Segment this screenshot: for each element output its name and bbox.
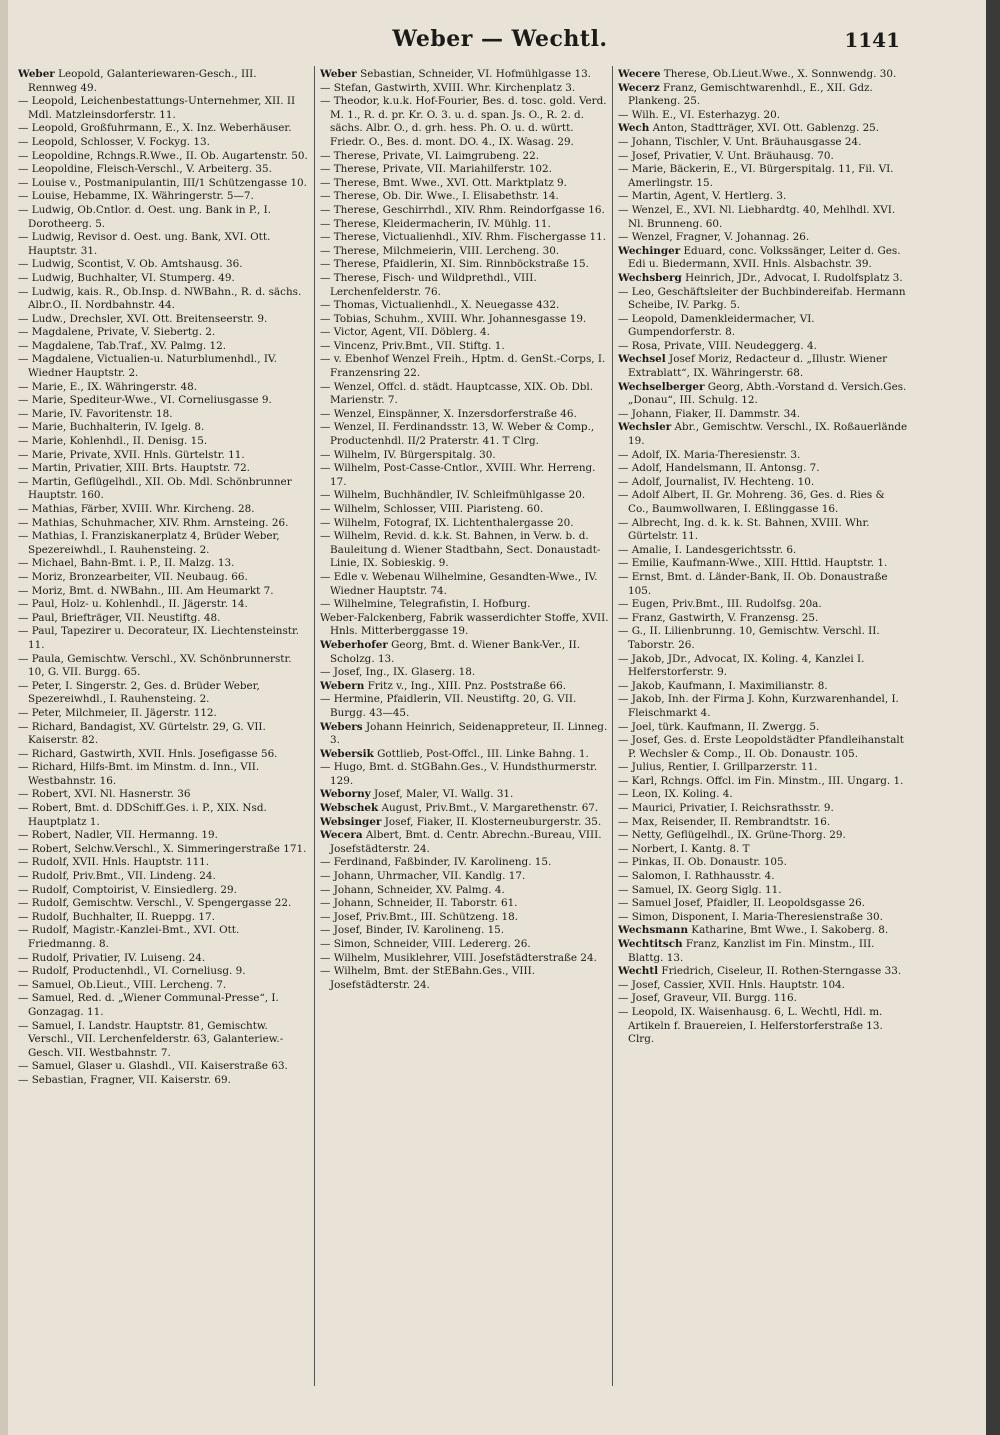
directory-entry: — Wenzel, E., XVI. Nl. Liebhardtg. 40, Mehlhdl. XVI. Nl. Brunneng. 60. — [618, 203, 896, 230]
directory-entry: — Samuel, I. Landstr. Hauptstr. 81, Gemischtw. Verschl., VII. Lerchenfelderstr. 63, Galanteriew.-Gesch. VII. Westbahnstr. 7. — [18, 1019, 284, 1059]
directory-entry: — Leon, IX. Koling. 4. — [618, 788, 733, 801]
directory-entry: — Josef, Binder, IV. Karolineng. 15. — [320, 924, 505, 937]
directory-entry: — Rudolf, Comptoirist, V. Einsiedlerg. 29. — [18, 883, 237, 896]
directory-entry: — Theodor, k.u.k. Hof-Fourier, Bes. d. tosc. gold. Verd. M. 1., R. d. pr. Kr. O. 3. u. d. span. Js. O., R. 2. d. sächs. Albr. O., d. grh. hess. Ph. O. u. d. württ. Friedr. O., Bes. d. mont. DO. 4., IX. Wasag. 29. — [320, 95, 607, 148]
directory-entry: — Hermine, Pfaidlerin, VII. Neustiftg. 20, G. VII. Burgg. 43—45. — [320, 693, 577, 719]
directory-entry: — Paul, Holz- u. Kohlenhdl., II. Jägerstr. 14. — [18, 598, 248, 611]
directory-entry: — Adolf, Handelsmann, II. Antonsg. 7. — [618, 462, 820, 475]
column-3 — [618, 68, 908, 1408]
directory-entry: — Ludwig, Buchhalter, VI. Stumperg. 49. — [18, 271, 235, 284]
directory-entry: — G., II. Lilienbrunng. 10, Gemischtw. Verschl. II. Taborstr. 26. — [618, 625, 880, 651]
page-edge-right — [986, 0, 1000, 1435]
directory-entry: — Ludwig, kais. R., Ob.Insp. d. NWBahn., R. d. sächs. Albr.O., II. Nordbahnstr. 44. — [18, 285, 302, 312]
directory-entry: — Leopold, Großfuhrmann, E., X. Inz. Weberhäuser. — [18, 122, 292, 135]
directory-entry: — Louise, Hebamme, IX. Währingerstr. 5—7. — [18, 190, 254, 203]
directory-entry: — Josef, Ges. d. Erste Leopoldstädter Pfandleihanstalt P. Wechsler & Comp., II. Ob. Donaustr. 105. — [618, 734, 904, 760]
directory-entry: — Netty, Geflügelhdl., IX. Grüne-Thorg. 29. — [618, 829, 846, 842]
directory-entry: — Wenzel, Einspänner, X. Inzersdorferstraße 46. — [320, 407, 577, 420]
directory-entry: — Robert, Selchw.Verschl., X. Simmeringerstraße 171. — [18, 842, 307, 855]
directory-entry: — Albrecht, Ing. d. k. k. St. Bahnen, XVIII. Whr. Gürtelstr. 11. — [618, 516, 870, 543]
directory-entry: — Therese, Fisch- und Wildprethdl., VIII. Lerchenfelderstr. 76. — [320, 271, 537, 298]
directory-entry: Wechsler Abr., Gemischtw. Verschl., IX. Roßauerlände 19. — [618, 421, 908, 448]
directory-entry: — Adolf, IX. Maria-Theresienstr. 3. — [618, 448, 801, 461]
directory-entry: — Therese, Ob. Dir. Wwe., I. Elisabethstr. 14. — [320, 190, 559, 203]
directory-entry: — Emilie, Kaufmann-Wwe., XIII. Httld. Hauptstr. 1. — [618, 557, 888, 570]
directory-entry: — Johann, Uhrmacher, VII. Kandlg. 17. — [320, 870, 526, 883]
directory-entry: Weber Leopold, Galanteriewaren-Gesch., III. Rennweg 49. — [18, 68, 257, 94]
directory-entry: Wecere Therese, Ob.Lieut.Wwe., X. Sonnwendg. 30. — [618, 68, 897, 80]
column-divider — [314, 66, 315, 1386]
directory-entry: — Leopold, IX. Waisenhausg. 6, L. Wechtl, Hdl. m. Artikeln f. Brauereien, I. Helferstorferstraße 13. Clrg. — [618, 1005, 883, 1046]
directory-entry: Wechtl Friedrich, Ciseleur, II. Rothen-Sterngasse 33. — [618, 965, 902, 978]
directory-entry: — Paul, Briefträger, VII. Neustiftg. 48. — [18, 611, 221, 624]
directory-entry: — Ernst, Bmt. d. Länder-Bank, II. Ob. Donaustraße 105. — [618, 570, 888, 597]
page-edge-left — [0, 0, 8, 1435]
directory-entry: — Moriz, Bronzearbeiter, VII. Neubaug. 66. — [18, 570, 248, 583]
directory-entry: — Therese, Geschirrhdl., XIV. Rhm. Reindorfgasse 16. — [320, 203, 605, 216]
directory-entry: — Maurici, Privatier, I. Reichsrathsstr. 9. — [618, 802, 834, 815]
directory-entry: — Rudolf, Buchhalter, II. Rueppg. 17. — [18, 910, 215, 923]
directory-entry: — Wilhelm, Musiklehrer, VIII. Josefstädterstraße 24. — [320, 951, 597, 964]
directory-entry: — Josef, Privatier, V. Unt. Bräuhausg. 70. — [618, 149, 834, 162]
directory-entry: — Robert, Nadler, VII. Hermanng. 19. — [18, 829, 218, 842]
directory-entry: — Wilhelm, IV. Bürgerspitalg. 30. — [320, 448, 496, 461]
directory-entry: — Robert, Bmt. d. DDSchiff.Ges. i. P., XIX. Nsd. Hauptplatz 1. — [18, 802, 267, 828]
directory-entry: — Therese, Victualienhdl., XIV. Rhm. Fischergasse 11. — [320, 231, 607, 244]
directory-entry: — Rudolf, Priv.Bmt., VII. Lindeng. 24. — [18, 870, 216, 883]
directory-entry: Webern Fritz v., Ing., XIII. Pnz. Poststraße 66. — [320, 679, 567, 692]
directory-entry: — Ludwig, Ob.Cntlor. d. Oest. ung. Bank in P., I. Dorotheerg. 5. — [18, 203, 272, 230]
directory-entry: — Julius, Rentier, I. Grillparzerstr. 11. — [618, 761, 818, 774]
column-2 — [320, 68, 610, 1408]
directory-entry: — Leo, Geschäftsleiter der Buchbindereifab. Hermann Scheibe, IV. Parkg. 5. — [618, 285, 906, 312]
directory-entry: — Magdalene, Tab.Traf., XV. Palmg. 12. — [18, 339, 227, 352]
directory-entry: — Samuel Josef, Pfaidler, II. Leopoldsgasse 26. — [618, 897, 866, 910]
directory-entry: — Leopoldine, Fleisch-Verschl., V. Arbeiterg. 35. — [18, 163, 272, 176]
directory-entry: — Stefan, Gastwirth, XVIII. Whr. Kirchenplatz 3. — [320, 81, 576, 94]
page-title: Weber — Wechtl. — [392, 26, 608, 52]
directory-entry: — Wilhelm, Revid. d. k.k. St. Bahnen, in Verw. b. d. Bauleitung d. Wiener Stadtbahn, Sect. Donaustadt-Linie, IX. Sobieskig. 9. — [320, 530, 601, 570]
directory-entry: — Martin, Agent, V. Hertlerg. 3. — [618, 190, 787, 203]
directory-entry: — Wilhelm, Schlosser, VIII. Piaristeng. 60. — [320, 503, 544, 515]
directory-entry: — Marie, Bäckerin, E., VI. Bürgerspitalg. 11, Fil. VI. Amerlingstr. 15. — [618, 163, 894, 189]
directory-entry: — Peter, Milchmeier, II. Jägerstr. 112. — [18, 706, 217, 719]
directory-entry: — Mathias, Schuhmacher, XIV. Rhm. Arnsteing. 26. — [18, 516, 289, 529]
directory-entry: — Robert, XVI. Nl. Hasnerstr. 36 — [18, 788, 191, 801]
directory-entry: — Rudolf, Gemischtw. Verschl., V. Spengergasse 22. — [18, 897, 292, 910]
directory-entry: — Mathias, I. Franziskanerplatz 4, Brüder Weber, Spezereiwhdl., I. Rauhensteing. 2. — [18, 530, 280, 556]
directory-entry: — Adolf, Journalist, IV. Hechteng. 10. — [618, 475, 815, 488]
directory-entry: — Leopold, Leichenbestattungs-Unternehmer, XII. II Mdl. Matzleinsdorferstr. 11. — [18, 95, 296, 121]
directory-entry: — Jakob, JDr., Advocat, IX. Koling. 4, Kanzlei I. Helferstorferstr. 9. — [618, 652, 865, 679]
directory-entry: Wechinger Eduard, conc. Volkssänger, Leiter d. Ges. Edi u. Biedermann, XVII. Hnls. Alsbachstr. 39. — [618, 244, 901, 271]
directory-entry: — Rudolf, Privatier, IV. Luiseng. 24. — [18, 951, 206, 964]
directory-entry: — Pinkas, II. Ob. Donaustr. 105. — [618, 856, 787, 869]
directory-entry: Wechsel Josef Moriz, Redacteur d. „Illustr. Wiener Extrablatt“, IX. Währingerstr. 68. — [618, 353, 888, 380]
directory-entry: Wecerz Franz, Gemischtwarenhdl., E., XII. Gdz. Plankeng. 25. — [618, 81, 873, 108]
directory-entry: — Rudolf, Magistr.-Kanzlei-Bmt., XVI. Ott. Friedmanng. 8. — [18, 924, 240, 950]
directory-entry: Weber-Falckenberg, Fabrik wasserdichter Stoffe, XVII. Hnls. Mitterberggasse 19. — [320, 611, 609, 638]
directory-entry: Webers Johann Heinrich, Seidenappreteur, II. Linneg. 3. — [320, 720, 608, 747]
directory-entry: — v. Ebenhof Wenzel Freih., Hptm. d. GenSt.-Corps, I. Franzensring 22. — [320, 353, 606, 380]
directory-entry: — Max, Reisender, II. Rembrandtstr. 16. — [618, 815, 831, 828]
directory-entry: — Karl, Rchngs. Offcl. im Fin. Minstm., III. Ungarg. 1. — [618, 774, 904, 787]
directory-entry: — Edle v. Webenau Wilhelmine, Gesandten-Wwe., IV. Wiedner Hauptstr. 74. — [320, 570, 598, 597]
directory-entry: — Richard, Gastwirth, XVII. Hnls. Josefigasse 56. — [18, 747, 278, 760]
directory-entry: Websinger Josef, Fiaker, II. Klosterneuburgerstr. 35. — [320, 815, 602, 828]
directory-entry: — Simon, Schneider, VIII. Ledererg. 26. — [320, 938, 531, 950]
directory-entry: — Wilhelm, Post-Casse-Cntlor., XVIII. Whr. Herreng. 17. — [320, 462, 596, 488]
directory-entry: — Paul, Tapezirer u. Decorateur, IX. Liechtensteinstr. 11. — [18, 625, 300, 651]
directory-entry: — Simon, Disponent, I. Maria-Theresienstraße 30. — [618, 910, 883, 923]
directory-entry: — Vincenz, Priv.Bmt., VII. Stiftg. 1. — [320, 339, 505, 352]
directory-entry: — Peter, I. Singerstr. 2, Ges. d. Brüder Weber, Spezereiwhdl., I. Rauhensteing. 2. — [18, 679, 260, 706]
directory-entry: — Joel, türk. Kaufmann, II. Zwergg. 5. — [618, 720, 820, 733]
directory-entry: — Therese, Pfaidlerin, XI. Sim. Rinnböckstraße 15. — [320, 258, 589, 271]
directory-entry: — Louise v., Postmanipulantin, III/1 Schützengasse 10. — [18, 176, 307, 189]
directory-entry: — Salomon, I. Rathhausstr. 4. — [618, 870, 775, 883]
directory-entry: — Jakob, Inh. der Firma J. Kohn, Kurzwarenhandel, I. Fleischmarkt 4. — [618, 693, 899, 719]
directory-entry: Webersik Gottlieb, Post-Offcl., III. Linke Bahng. 1. — [320, 747, 589, 760]
directory-entry: — Wenzel, Offcl. d. städt. Hauptcasse, XIX. Ob. Dbl. Marienstr. 7. — [320, 380, 594, 407]
directory-entry: — Therese, Private, VI. Laimgrubeng. 22. — [320, 149, 540, 162]
directory-entry: — Martin, Geflügelhdl., XII. Ob. Mdl. Schönbrunner Hauptstr. 160. — [18, 475, 292, 502]
directory-entry: — Leopoldine, Rchngs.R.Wwe., II. Ob. Augartenstr. 50. — [18, 149, 308, 162]
directory-entry: Weborny Josef, Maler, VI. Wallg. 31. — [320, 788, 514, 801]
directory-entry: — Franz, Gastwirth, V. Franzensg. 25. — [618, 611, 819, 624]
directory-entry: — Wilhelm, Fotograf, IX. Lichtenthalergasse 20. — [320, 516, 574, 529]
directory-entry: — Marie, E., IX. Währingerstr. 48. — [18, 380, 198, 393]
directory-entry: — Ludwig, Scontist, V. Ob. Amtshausg. 36. — [18, 258, 243, 271]
directory-entry: — Jakob, Kaufmann, I. Maximilianstr. 8. — [618, 679, 828, 692]
directory-entry: — Thomas, Victualienhdl., X. Neuegasse 432. — [320, 299, 560, 312]
directory-entry: — Samuel, Glaser u. Glashdl., VII. Kaiserstraße 63. — [18, 1060, 288, 1073]
directory-entry: Wechselberger Georg, Abth.-Vorstand d. Versich.Ges. „Donau“, III. Schulg. 12. — [618, 380, 907, 407]
directory-entry: — Wilhelmine, Telegrafistin, I. Hofburg. — [320, 598, 531, 611]
directory-entry: Wechtitsch Franz, Kanzlist im Fin. Minstm., III. Blattg. 13. — [618, 938, 875, 964]
directory-entry: — Rudolf, XVII. Hnls. Hauptstr. 111. — [18, 856, 210, 869]
directory-entry: — Michael, Bahn-Bmt. i. P., II. Malzg. 13. — [18, 557, 235, 570]
directory-entry: — Samuel, Red. d. „Wiener Communal-Presse“, I. Gonzagag. 11. — [18, 992, 279, 1018]
directory-entry: — Therese, Kleidermacherin, IV. Mühlg. 11. — [320, 217, 551, 230]
directory-entry: — Ludw., Drechsler, XVI. Ott. Breitenseerstr. 9. — [18, 312, 268, 325]
directory-entry: — Josef, Priv.Bmt., III. Schützeng. 18. — [320, 910, 518, 923]
directory-entry: — Norbert, I. Kantg. 8. T — [618, 842, 750, 855]
directory-entry: — Sebastian, Fragner, VII. Kaiserstr. 69. — [18, 1073, 231, 1086]
directory-entry: — Wenzel, Fragner, V. Johannag. 26. — [618, 231, 810, 244]
directory-entry: — Amalie, I. Landesgerichtsstr. 6. — [618, 543, 797, 556]
directory-entry: Wechsmann Katharine, Bmt Wwe., I. Sakoberg. 8. — [618, 924, 889, 937]
directory-entry: — Hugo, Bmt. d. StGBahn.Ges., V. Hundsthurmerstr. 129. — [320, 761, 598, 787]
directory-entry: — Leopold, Schlosser, V. Fockyg. 13. — [18, 135, 210, 148]
directory-entry: — Samuel, Ob.Lieut., VIII. Lercheng. 7. — [18, 978, 227, 991]
page-header — [0, 26, 1000, 60]
directory-entry: — Johann, Schneider, XV. Palmg. 4. — [320, 883, 505, 896]
directory-entry: — Therese, Bmt. Wwe., XVI. Ott. Marktplatz 9. — [320, 176, 567, 189]
directory-entry: — Rosa, Private, VIII. Neudeggerg. 4. — [618, 339, 817, 352]
directory-entry: — Marie, Private, XVII. Hnls. Gürtelstr. 11. — [18, 448, 245, 461]
directory-entry: Wechsberg Heinrich, JDr., Advocat, I. Rudolfsplatz 3. — [618, 271, 903, 284]
directory-entry: — Johann, Schneider, II. Taborstr. 61. — [320, 897, 518, 910]
directory-entry: — Richard, Hilfs-Bmt. im Minstm. d. Inn., VII. Westbahnstr. 16. — [18, 761, 260, 787]
directory-entry: Webschek August, Priv.Bmt., V. Margarethenstr. 67. — [320, 802, 599, 815]
directory-entry: Weber Sebastian, Schneider, VI. Hofmühlgasse 13. — [320, 68, 591, 80]
page-number: 1141 — [844, 28, 900, 52]
directory-entry: — Josef, Ing., IX. Glaserg. 18. — [320, 666, 476, 679]
column-1 — [18, 68, 308, 1408]
directory-entry: — Mathias, Färber, XVIII. Whr. Kircheng. 28. — [18, 503, 255, 515]
directory-entry: Wech Anton, Stadtträger, XVI. Ott. Gablenzg. 25. — [618, 122, 880, 135]
directory-entry: — Rudolf, Productenhdl., VI. Corneliusg. 9. — [18, 965, 246, 978]
directory-entry: — Leopold, Damenkleidermacher, VI. Gumpendorferstr. 8. — [618, 312, 815, 339]
directory-entry: — Paula, Gemischtw. Verschl., XV. Schönbrunnerstr. 10, G. VII. Burgg. 65. — [18, 652, 292, 679]
directory-entry: — Martin, Privatier, XIII. Brts. Hauptstr. 72. — [18, 462, 250, 475]
directory-entry: — Josef, Cassier, XVII. Hnls. Hauptstr. 104. — [618, 978, 845, 991]
column-divider — [612, 66, 613, 1386]
directory-entry: — Tobias, Schuhm., XVIII. Whr. Johannesgasse 19. — [320, 312, 587, 325]
directory-entry: — Marie, Spediteur-Wwe., VI. Corneliusgasse 9. — [18, 394, 272, 407]
directory-entry: — Johann, Fiaker, II. Dammstr. 34. — [618, 407, 801, 420]
directory-entry: — Adolf Albert, II. Gr. Mohreng. 36, Ges. d. Ries & Co., Baumwollwaren, I. Eßlinggasse 16. — [618, 489, 885, 515]
directory-entry: — Richard, Bandagist, XV. Gürtelstr. 29, G. VII. Kaiserstr. 82. — [18, 720, 266, 747]
directory-entry: — Therese, Private, VII. Mariahilferstr. 102. — [320, 163, 552, 176]
directory-entry: — Wilhelm, Bmt. der StEBahn.Ges., VIII. Josefstädterstr. 24. — [320, 965, 536, 991]
directory-entry: — Magdalene, Private, V. Siebertg. 2. — [18, 326, 216, 339]
directory-entry: — Marie, Buchhalterin, IV. Igelg. 8. — [18, 421, 205, 434]
directory-entry: Wecera Albert, Bmt. d. Centr. Abrechn.-Bureau, VIII. Josefstädterstr. 24. — [320, 829, 602, 855]
directory-entry: — Therese, Milchmeierin, VIII. Lercheng. 30. — [320, 244, 560, 257]
directory-entry: — Wilh. E., VI. Esterhazyg. 20. — [618, 108, 781, 121]
directory-entry: — Eugen, Priv.Bmt., III. Rudolfsg. 20a. — [618, 598, 822, 611]
directory-entry: — Ludwig, Revisor d. Oest. ung. Bank, XVI. Ott. Hauptstr. 31. — [18, 231, 271, 257]
directory-entry: Weberhofer Georg, Bmt. d. Wiener Bank-Ver., II. Scholzg. 13. — [320, 638, 581, 665]
directory-entry: — Marie, IV. Favoritenstr. 18. — [18, 407, 173, 420]
directory-entry: — Samuel, IX. Georg Siglg. 11. — [618, 883, 782, 896]
directory-entry: — Josef, Graveur, VII. Burgg. 116. — [618, 992, 797, 1005]
directory-entry: — Wenzel, II. Ferdinandsstr. 13, W. Weber & Comp., Productenhdl. II/2 Praterstr. 41. T Clrg. — [320, 421, 595, 448]
directory-entry: — Magdalene, Victualien-u. Naturblumenhdl., IV. Wiedner Hauptstr. 2. — [18, 353, 277, 380]
directory-entry: — Johann, Tischler, V. Unt. Bräuhausgasse 24. — [618, 135, 862, 148]
directory-entry: — Victor, Agent, VII. Döblerg. 4. — [320, 326, 490, 339]
directory-entry: — Ferdinand, Faßbinder, IV. Karolineng. 15. — [320, 856, 552, 869]
directory-entry: — Moriz, Bmt. d. NWBahn., III. Am Heumarkt 7. — [18, 584, 274, 597]
directory-entry: — Wilhelm, Buchhändler, IV. Schleifmühlgasse 20. — [320, 489, 586, 502]
directory-entry: — Marie, Kohlenhdl., II. Denisg. 15. — [18, 435, 208, 448]
